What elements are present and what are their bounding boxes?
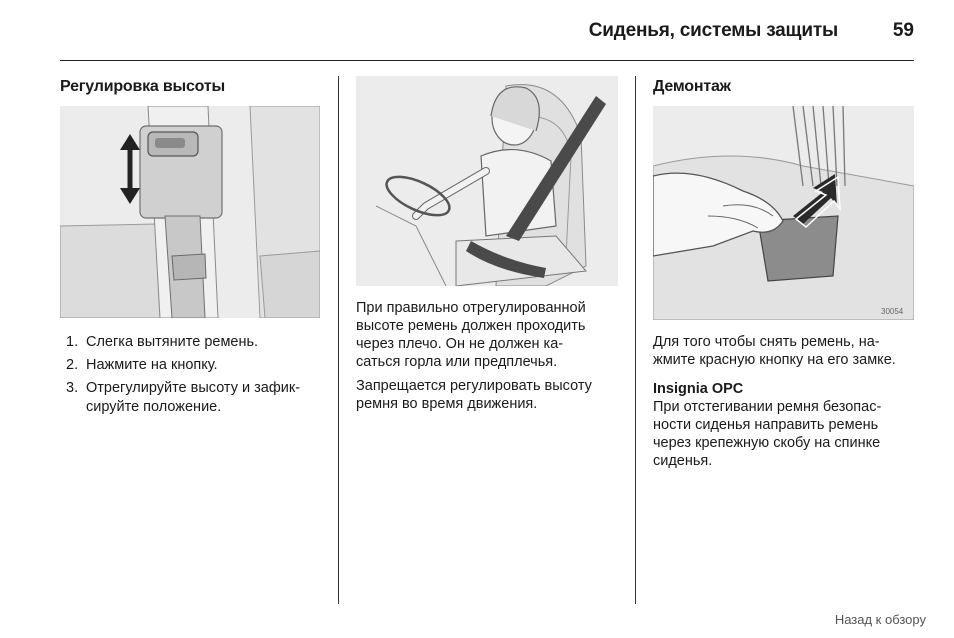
text-line: саться горла или предплечья. xyxy=(356,354,558,370)
column-divider-1 xyxy=(338,76,339,604)
text-line: При отстегивании ремня безопас- xyxy=(653,399,882,415)
back-to-overview-link[interactable]: Назад к обзору xyxy=(834,612,926,627)
figure-code: 30054 xyxy=(881,307,904,316)
header-divider xyxy=(60,60,914,61)
text-line: ремня во время движения. xyxy=(356,396,538,412)
insignia-opc-paragraph xyxy=(653,398,923,470)
list-item xyxy=(60,356,330,375)
seated-driver-illustration xyxy=(356,76,618,286)
step-text: сируйте положение. xyxy=(86,399,222,415)
page-number: 59 xyxy=(892,20,914,41)
text-line: жмите красную кнопку на его замке. xyxy=(653,352,896,368)
step-text: Слегка вытяните ремень. xyxy=(86,334,259,350)
step-number: 2. xyxy=(66,357,79,373)
list-item xyxy=(60,379,330,417)
text-line: ности сиденья направить ремень xyxy=(653,417,879,433)
text-line: через плечо. Он не должен ка- xyxy=(356,336,564,352)
text-line: При правильно отрегулированной xyxy=(356,300,586,316)
section-heading-height-adjustment: Регулировка высоты xyxy=(60,78,225,95)
insignia-opc-subheading: Insignia OPC xyxy=(653,381,744,397)
step-text: Нажмите на кнопку. xyxy=(86,357,218,373)
adjustment-steps-list xyxy=(60,333,330,417)
release-instruction-paragraph xyxy=(653,333,923,369)
step-text: Отрегулируйте высоту и зафик- xyxy=(86,380,301,396)
page-header-title: Сиденья, системы защиты xyxy=(588,20,838,41)
belt-height-adjuster-illustration xyxy=(60,106,320,318)
figure-belt-height-adjuster xyxy=(60,106,320,318)
no-adjust-while-driving-paragraph xyxy=(356,377,631,413)
figure-belt-release xyxy=(653,106,914,320)
column-divider-2 xyxy=(635,76,636,604)
step-number: 1. xyxy=(66,334,79,350)
text-line: Запрещается регулировать высоту xyxy=(356,378,592,394)
section-heading-removal: Демонтаж xyxy=(653,78,731,95)
figure-seated-driver-belt xyxy=(356,76,618,286)
list-item xyxy=(60,333,330,352)
text-line: высоте ремень должен проходить xyxy=(356,318,586,334)
belt-position-paragraph xyxy=(356,299,631,371)
text-line: Для того чтобы снять ремень, на- xyxy=(653,334,880,350)
text-line: сиденья. xyxy=(653,453,713,469)
text-line: через крепежную скобу на спинке xyxy=(653,435,881,451)
belt-release-illustration xyxy=(653,106,914,320)
step-number: 3. xyxy=(66,380,79,396)
